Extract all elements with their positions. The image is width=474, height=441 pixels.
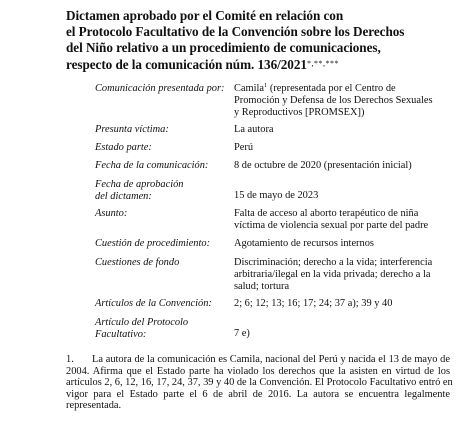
meta-value-comunicacion bbox=[234, 83, 444, 120]
paragraph-line: 2004. Afirma que el Estado parte ha violado los derechos que la asisten en virtud de los bbox=[66, 365, 450, 377]
meta-label-text: Presunta víctima: bbox=[95, 124, 169, 135]
meta-value-text: (representada por el Centro de bbox=[269, 83, 396, 94]
author-name: Camila bbox=[234, 83, 265, 94]
meta-label-text: del dictamen: bbox=[95, 191, 152, 203]
meta-label-text: Cuestiones de fondo bbox=[95, 257, 180, 268]
title-line: el Protocolo Facultativo de la Convención sobre los Derechos bbox=[66, 24, 405, 39]
meta-value-fecha-aprobacion bbox=[234, 190, 444, 202]
meta-value-line: Agotamiento de recursos internos bbox=[234, 238, 374, 249]
meta-label-asunto bbox=[95, 208, 227, 220]
title-line: Dictamen aprobado por el Comité en relación con bbox=[66, 8, 344, 23]
meta-label-fecha-comunicacion bbox=[95, 160, 227, 172]
meta-value-line: 2; 6; 12; 13; 16; 17; 24; 37 a); 39 y 40 bbox=[234, 298, 393, 309]
meta-label-articulo-protocolo bbox=[95, 317, 227, 341]
meta-value-line: víctima de violencia sexual por parte del padre bbox=[234, 220, 429, 232]
paragraph-line: artículos 2, 6, 12, 16, 17, 24, 37, 39 y 40 de la Convención. El Protocolo Facultativo entró en bbox=[66, 377, 453, 389]
meta-value-line: La autora bbox=[234, 124, 274, 135]
meta-label-text: Asunto: bbox=[95, 208, 128, 219]
meta-label-text: Artículo del Protocolo bbox=[95, 317, 189, 328]
title-footnote-stars: *,**,*** bbox=[306, 59, 339, 68]
document-title bbox=[66, 8, 466, 73]
paragraph-line: representada. bbox=[66, 400, 122, 412]
meta-value-procedimiento bbox=[234, 238, 444, 250]
meta-label-text: Cuestión de procedimiento: bbox=[95, 238, 211, 249]
paragraph-number: 1. bbox=[66, 354, 74, 365]
meta-label-victima bbox=[95, 124, 227, 136]
meta-value-articulos-convencion bbox=[234, 298, 444, 310]
meta-value-estado bbox=[234, 142, 444, 154]
meta-value-asunto bbox=[234, 208, 444, 232]
title-line-with-stars bbox=[66, 56, 466, 73]
meta-label-fecha-aprobacion bbox=[95, 179, 227, 203]
meta-label-estado bbox=[95, 142, 227, 154]
meta-value-line: Discriminación; derecho a la vida; interferencia bbox=[234, 257, 433, 268]
meta-label-articulos-convencion bbox=[95, 298, 227, 310]
meta-label-text: Fecha de la comunicación: bbox=[95, 160, 209, 171]
meta-value-articulo-protocolo bbox=[234, 328, 444, 340]
title-line: del Niño relativo a un procedimiento de comunicaciones, bbox=[66, 40, 381, 55]
footnote-marker[interactable]: 1 bbox=[264, 82, 268, 89]
paragraph-line: vigor para el Estado parte el 6 de abril de 2016. La autora se encuentra legalmente bbox=[66, 388, 450, 400]
meta-value-line: Promoción y Defensa de los Derechos Sexuales bbox=[234, 95, 433, 107]
meta-value-line: 8 de octubre de 2020 (presentación inicial) bbox=[234, 160, 412, 171]
meta-value-line: Perú bbox=[234, 142, 254, 153]
meta-label-text: Facultativo: bbox=[95, 329, 147, 341]
meta-label-comunicacion bbox=[95, 83, 227, 95]
paragraph-1 bbox=[66, 354, 453, 412]
meta-value-fecha-comunicacion bbox=[234, 160, 444, 172]
meta-label-text: Comunicación presentada por: bbox=[95, 83, 225, 94]
title-line-text: respecto de la comunicación núm. 136/2021 bbox=[66, 57, 307, 72]
paragraph-text: La autora de la comunicación es Camila, nacional del Perú y nacida el 13 de mayo de bbox=[92, 354, 450, 365]
meta-label-text: Artículos de la Convención: bbox=[95, 298, 212, 309]
meta-value-line: y Reproductivos [PROMSEX]) bbox=[234, 107, 365, 119]
meta-label-fondo bbox=[95, 257, 227, 269]
meta-value-fondo bbox=[234, 257, 444, 294]
meta-value-line: 15 de mayo de 2023 bbox=[234, 190, 319, 201]
meta-value-line: 7 e) bbox=[234, 328, 250, 339]
meta-label-procedimiento bbox=[95, 238, 227, 250]
meta-label-text: Estado parte: bbox=[95, 142, 152, 153]
meta-value-line: Falta de acceso al aborto terapéutico de niña bbox=[234, 208, 419, 219]
meta-value-line bbox=[234, 83, 444, 95]
meta-label-text: Fecha de aprobación bbox=[95, 179, 184, 190]
meta-value-line: arbitraria/ilegal en la vida privada; derecho a la bbox=[234, 269, 431, 281]
meta-value-victima bbox=[234, 124, 444, 136]
paragraph-line bbox=[66, 354, 450, 366]
meta-value-line: salud; tortura bbox=[234, 281, 290, 293]
